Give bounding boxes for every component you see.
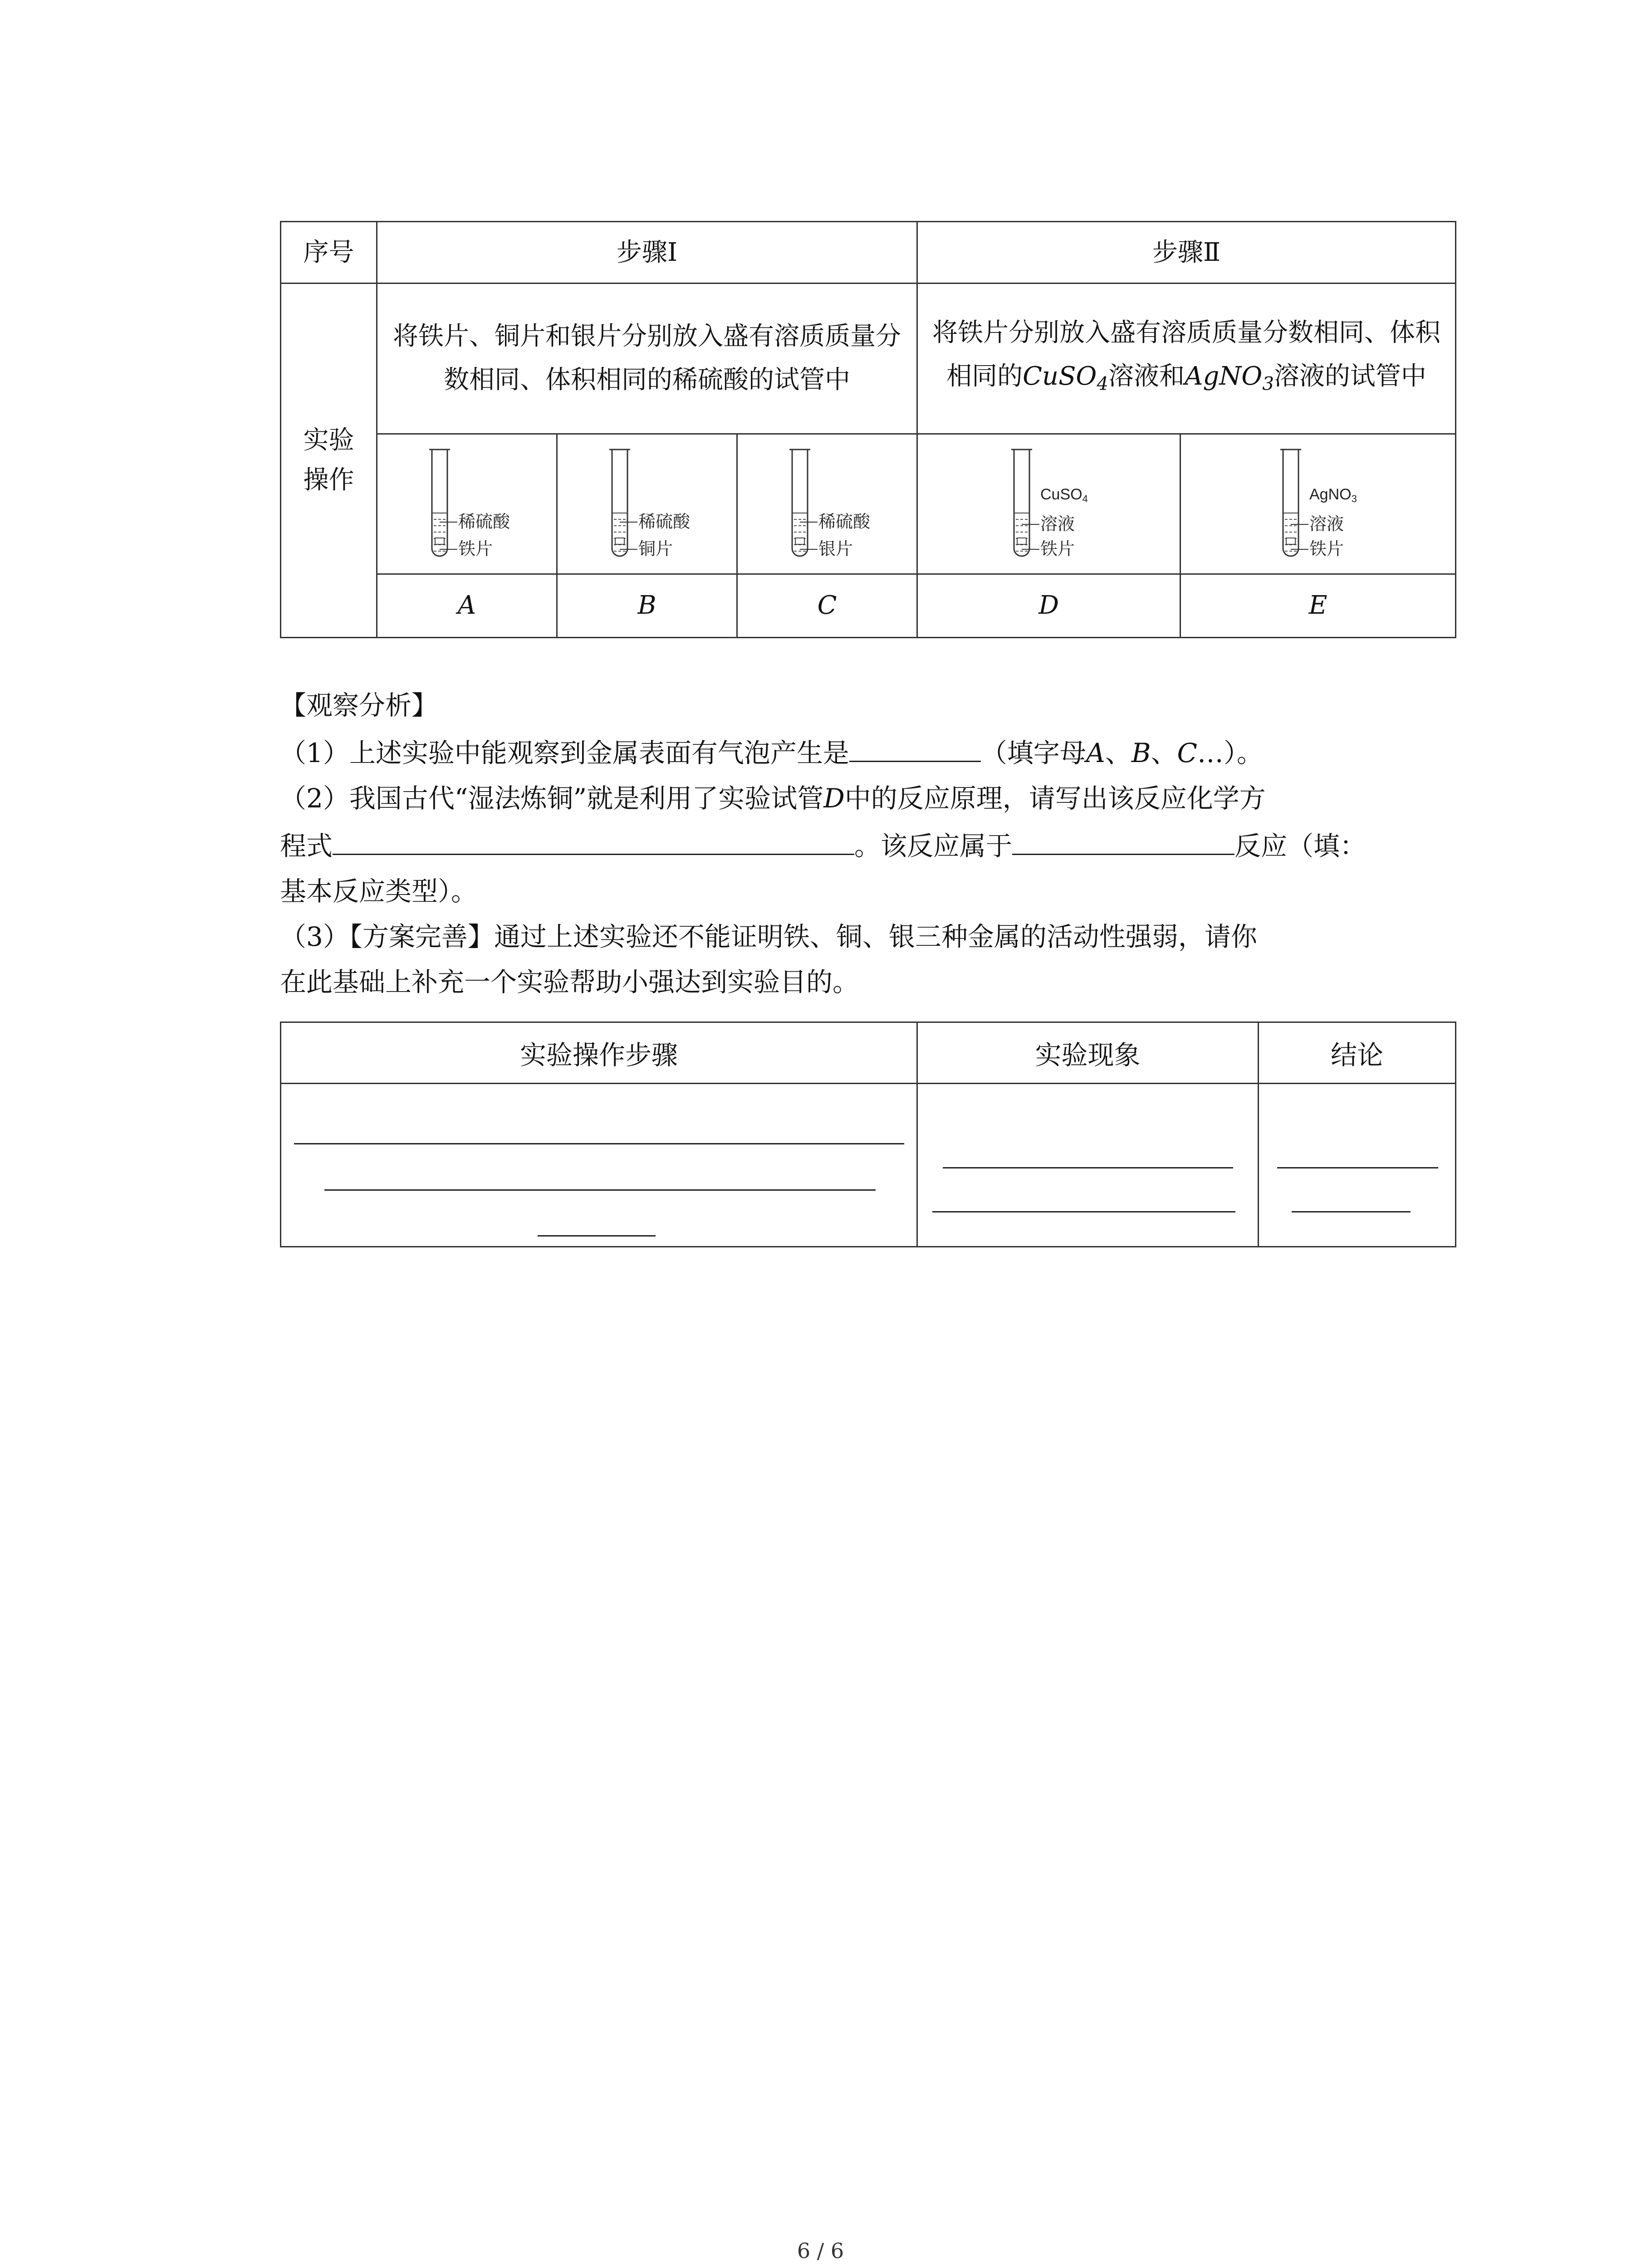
metal-strip — [615, 538, 624, 544]
tube-d-label: D — [917, 574, 1181, 637]
supplement-table — [280, 1022, 1456, 1247]
step2-description: 将铁片分别放入盛有溶质质量分数相同、体积相同的CuSO$_4$溶液和AgNO$_3$溶液的试管中 — [917, 284, 1456, 434]
analysis-section — [280, 683, 1460, 1005]
header-step2: 步骤Ⅱ — [917, 222, 1456, 284]
test-tube-b-illustration — [572, 436, 722, 572]
header-step1: 步骤Ⅰ — [377, 222, 917, 284]
test-tube-d-illustration — [974, 436, 1124, 572]
tube-bottom-label: 铁片 — [1040, 538, 1075, 559]
tube-top-label: 溶液 — [1040, 513, 1075, 534]
tube-c-cell — [737, 434, 917, 574]
tube-top-label: 溶液 — [1309, 513, 1344, 534]
row-label: 实验操作 — [303, 425, 354, 495]
tube-e-cell — [1181, 434, 1456, 574]
question-1: （1）上述实验中能观察到金属表面有气泡产生是 （填字母A、B、C…）。 — [280, 728, 1460, 776]
analysis-heading: 【观察分析】 — [280, 690, 438, 721]
experiment-table — [280, 221, 1456, 638]
tube-a-cell — [377, 434, 557, 574]
cuso4-formula: CuSO$_4$ — [1023, 362, 1108, 395]
answer-line[interactable] — [1292, 1211, 1411, 1212]
supp-phenomenon-answer-cell[interactable] — [917, 1084, 1259, 1247]
question-3-line2: 在此基础上补充一个实验帮助小强达到实验目的。 — [280, 967, 859, 997]
tube-c-label: C — [737, 574, 917, 637]
supp-steps-answer-cell[interactable] — [281, 1084, 917, 1247]
tube-a-label: A — [377, 574, 557, 637]
metal-strip — [1286, 538, 1295, 544]
metal-strip — [435, 538, 444, 544]
question-2-line3: 基本反应类型）。 — [280, 876, 478, 907]
answer-blank-reaction-type[interactable] — [1012, 821, 1234, 855]
header-index: 序号 — [281, 222, 377, 284]
row-label-cell — [281, 284, 377, 638]
question-2-line1: （2）我国古代“湿法炼铜”就是利用了实验试管D中的反应原理，请写出该反应化学方 — [280, 783, 1266, 814]
tube-d-cell — [917, 434, 1181, 574]
answer-line[interactable] — [294, 1143, 904, 1144]
tube-e-label: E — [1181, 574, 1456, 637]
answer-line[interactable] — [932, 1211, 1235, 1212]
test-tube-a-illustration — [392, 436, 542, 572]
answer-line[interactable] — [943, 1167, 1233, 1168]
question-2-line2: 程式 。该反应属于 反应（填： — [280, 821, 1460, 869]
answer-line[interactable] — [324, 1189, 876, 1191]
tube-top-label: 稀硫酸 — [638, 511, 691, 532]
answer-blank-1[interactable] — [849, 728, 981, 762]
tube-bottom-label: 铁片 — [458, 538, 493, 559]
question-3-line1: （3）【方案完善】通过上述实验还不能证明铁、铜、银三种金属的活动性强弱，请你 — [280, 921, 1257, 952]
tube-bottom-label: 银片 — [818, 538, 853, 559]
metal-strip — [795, 538, 804, 544]
tube-b-label: B — [557, 574, 737, 637]
supp-header-conclusion: 结论 — [1259, 1022, 1456, 1084]
page-number: 6 / 6 — [797, 2239, 844, 2263]
supp-conclusion-answer-cell[interactable] — [1259, 1084, 1456, 1247]
tube-formula-label: CuSO4 — [1040, 485, 1088, 504]
tube-b-cell — [557, 434, 737, 574]
answer-line[interactable] — [1277, 1167, 1438, 1168]
tube-formula-label: AgNO3 — [1309, 485, 1357, 504]
agno3-formula: AgNO$_3$ — [1185, 362, 1274, 395]
supp-header-steps: 实验操作步骤 — [281, 1022, 917, 1084]
answer-line[interactable] — [538, 1235, 656, 1237]
test-tube-c-illustration — [752, 436, 902, 572]
tube-top-label: 稀硫酸 — [458, 511, 510, 532]
test-tube-e-illustration — [1243, 436, 1393, 572]
answer-blank-equation[interactable] — [333, 821, 854, 855]
supp-header-phenomenon: 实验现象 — [917, 1022, 1259, 1084]
tube-top-label: 稀硫酸 — [818, 511, 871, 532]
step1-description: 将铁片、铜片和银片分别放入盛有溶质质量分数相同、体积相同的稀硫酸的试管中 — [377, 284, 917, 434]
metal-strip — [1017, 538, 1026, 544]
tube-bottom-label: 铜片 — [638, 538, 673, 559]
tube-bottom-label: 铁片 — [1309, 538, 1344, 559]
